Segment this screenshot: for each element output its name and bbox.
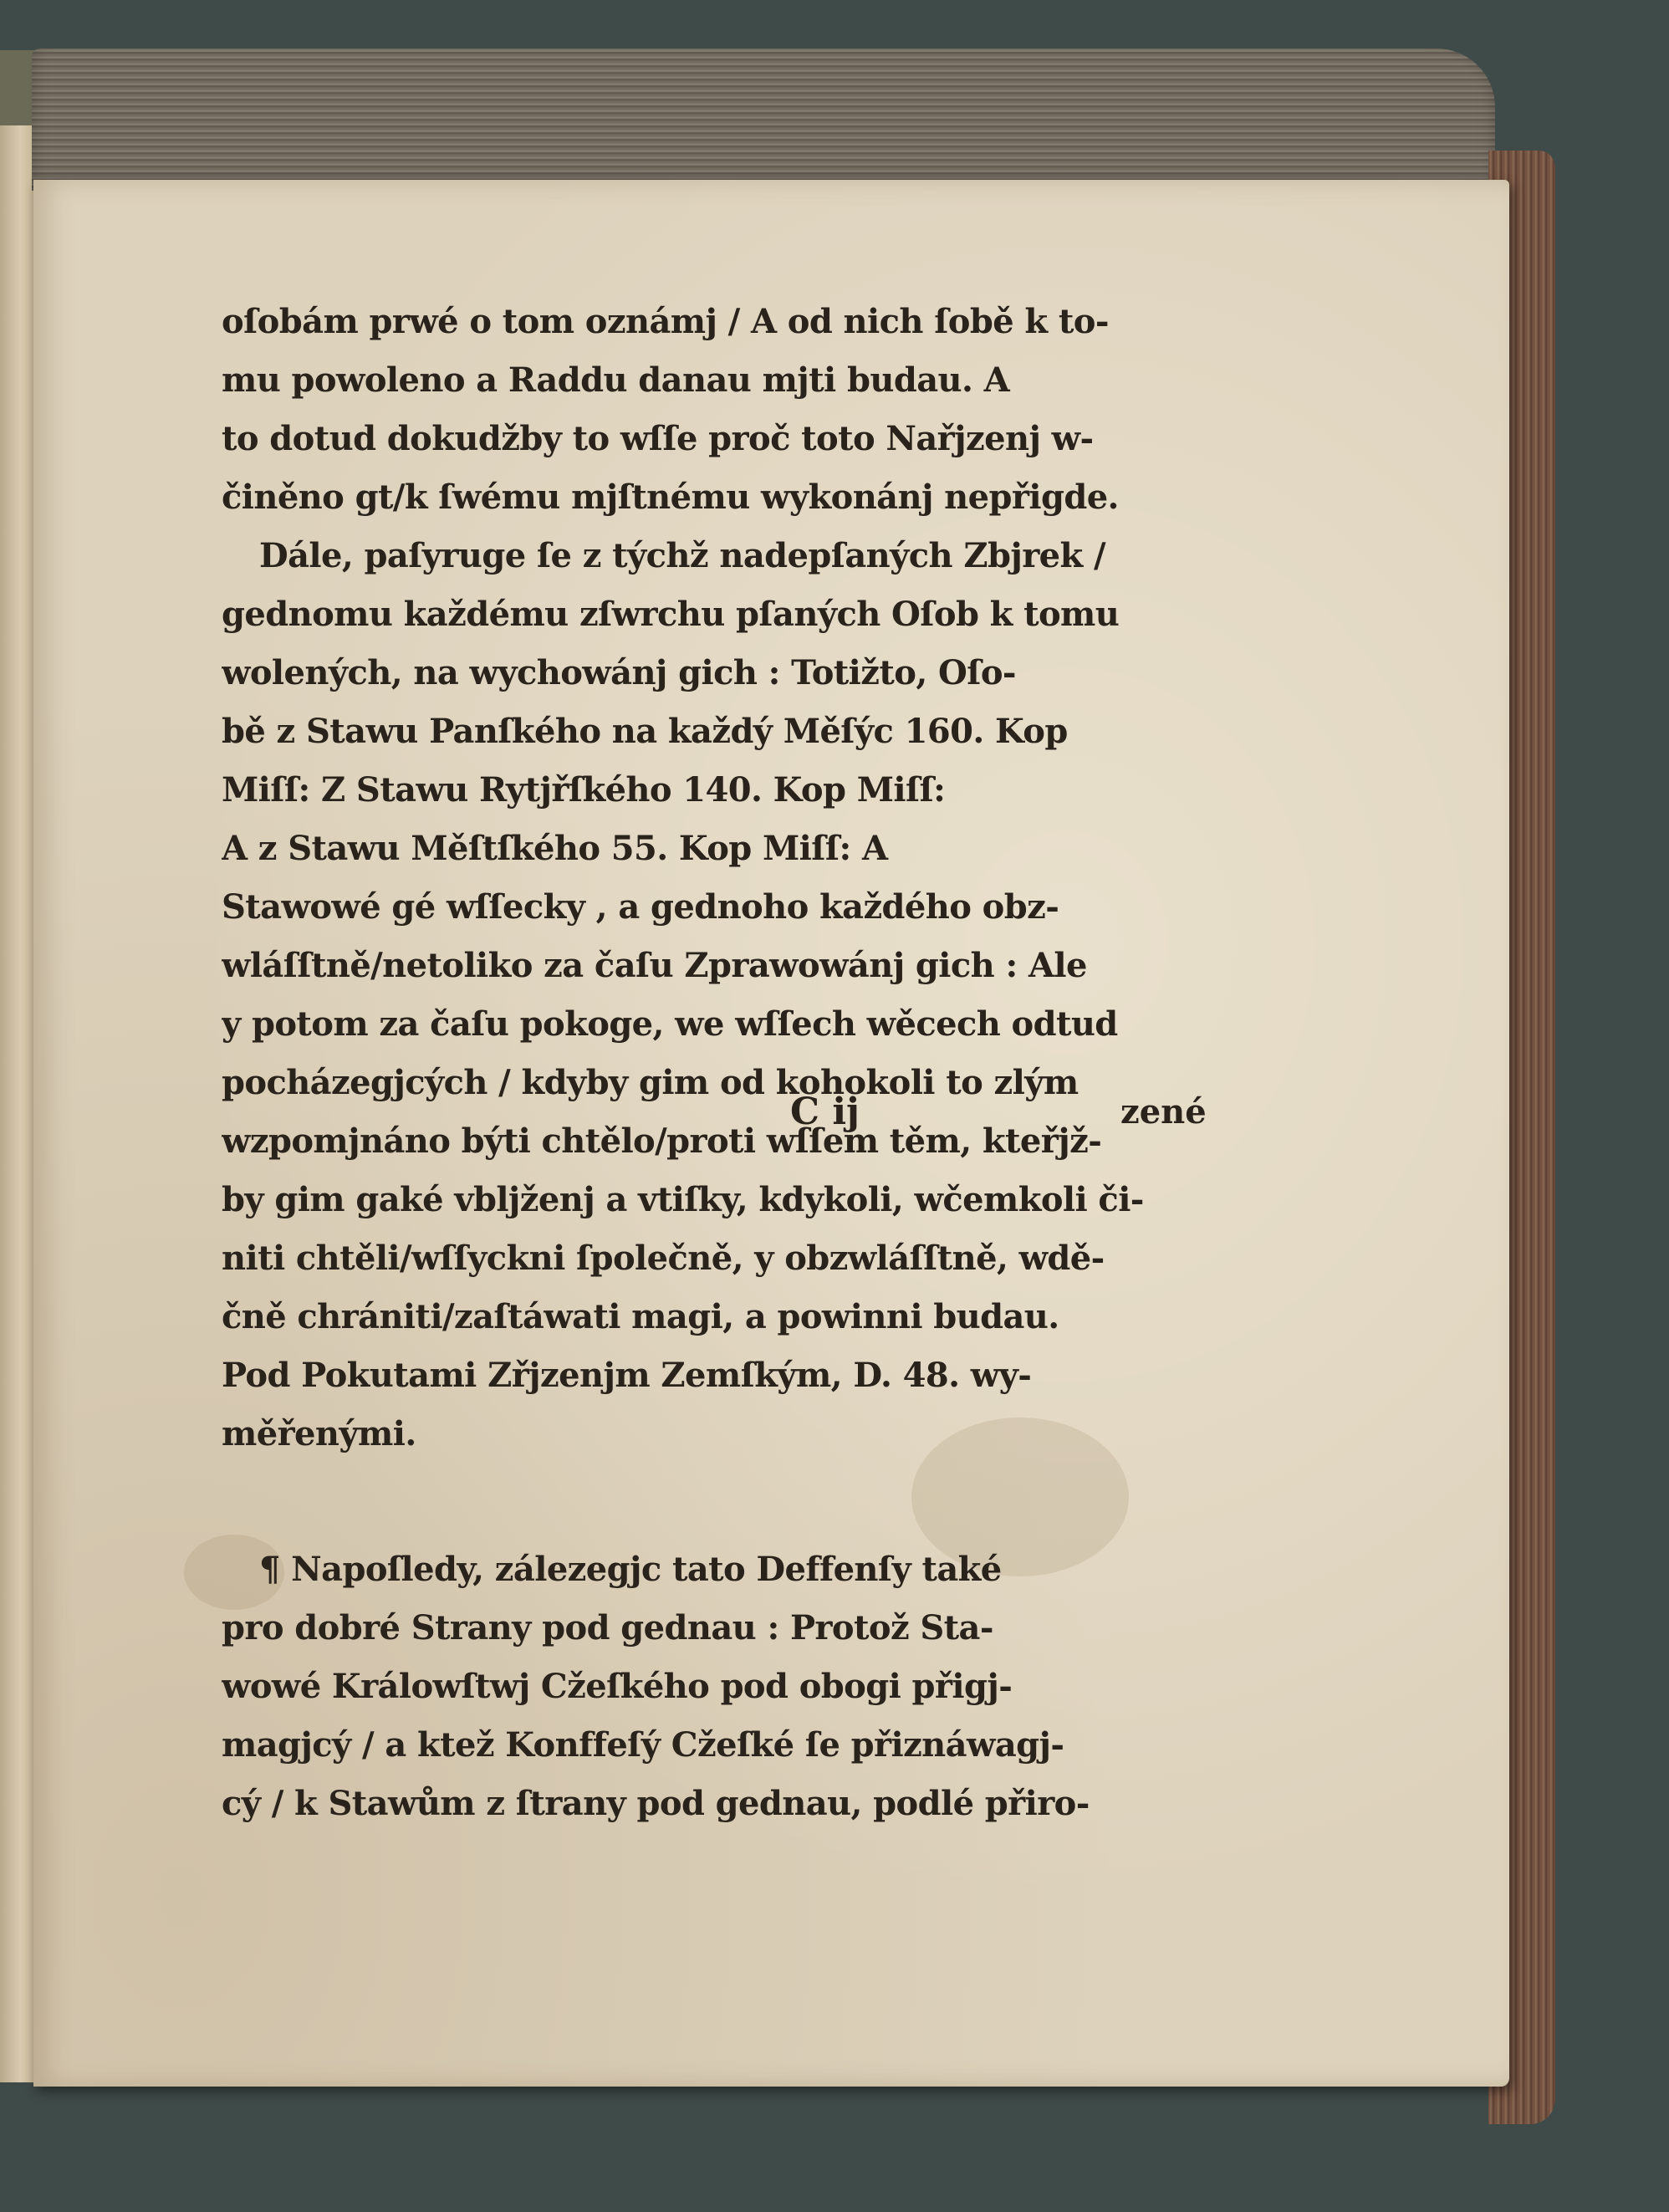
text-line: by gim gaké vbljženj a vtiſky, kdykoli, wčemkoli či- [222, 1180, 1144, 1219]
paragraph-gap [222, 1464, 1238, 1540]
book-block-top-edge [32, 49, 1495, 191]
text-line: mu powoleno a Raddu danau mjti budau. A [222, 360, 1010, 400]
text-line: wzpomjnáno býti chtělo/proti wſſem těm, kteřjž- [222, 1121, 1102, 1161]
text-line: pocházegjcých / kdyby gim od kohokoli to zlým [222, 1063, 1079, 1102]
text-line: ¶ Napoſledy, zálezegjc tato Deffenſy také [259, 1550, 1002, 1589]
text-line: Miſſ: Z Stawu Rytjřſkého 140. Kop Miſſ: [222, 770, 946, 810]
text-line: měřenými. [222, 1414, 416, 1453]
text-line: bě z Stawu Panſkého na každý Měſýc 160. Kop [222, 712, 1068, 751]
previous-leaf-edge [0, 125, 35, 2082]
text-line: magjcý / a ktež Konffeſý Cžeſké ſe přiznáwagj- [222, 1725, 1064, 1765]
text-line: wolených, na wychowánj gich : Totižto, Oſo- [222, 653, 1016, 692]
text-line: Stawowé gé wſſecky , a gednoho každého obz- [222, 887, 1059, 927]
text-line: niti chtěli/wſſyckni ſpolečně, y obzwláſſtně, wdě- [222, 1239, 1105, 1278]
signature-mark: C ij [790, 1091, 860, 1133]
text-line: oſobám prwé o tom oznámj / A od nich ſobě k to- [222, 302, 1109, 341]
body-text [222, 293, 1238, 1833]
catchword: zené [1120, 1092, 1207, 1132]
text-line: to dotud dokudžby to wſſe proč toto Nařjzenj w- [222, 419, 1094, 458]
book-page [33, 180, 1509, 2087]
text-line: y potom za čaſu pokoge, we wſſech wěcech odtud [222, 1004, 1118, 1044]
text-line: A z Stawu Měſtſkého 55. Kop Miſſ: A [222, 829, 888, 868]
text-line: pro dobré Strany pod gednau : Protož Sta- [222, 1608, 993, 1648]
text-line: wowé Králowſtwj Cžeſkého pod obogi přigj- [222, 1667, 1013, 1706]
text-line: čně chrániti/zaſtáwati magi, a powinni budau. [222, 1297, 1059, 1336]
text-line: gednomu každému zſwrchu pſaných Oſob k tomu [222, 595, 1120, 634]
text-line: Pod Pokutami Zřjzenjm Zemſkým, D. 48. wy- [222, 1356, 1032, 1395]
text-line: činěno gt/k ſwému mjſtnému wykonánj nepřigde. [222, 478, 1119, 517]
text-line: wláſſtně/netoliko za čaſu Zprawowánj gich : Ale [222, 946, 1087, 985]
text-line: cý / k Stawům z ſtrany pod gednau, podlé přiro- [222, 1784, 1090, 1823]
text-line: Dále, paſyruge ſe z týchž nadepſaných Zbjrek / [259, 536, 1105, 575]
